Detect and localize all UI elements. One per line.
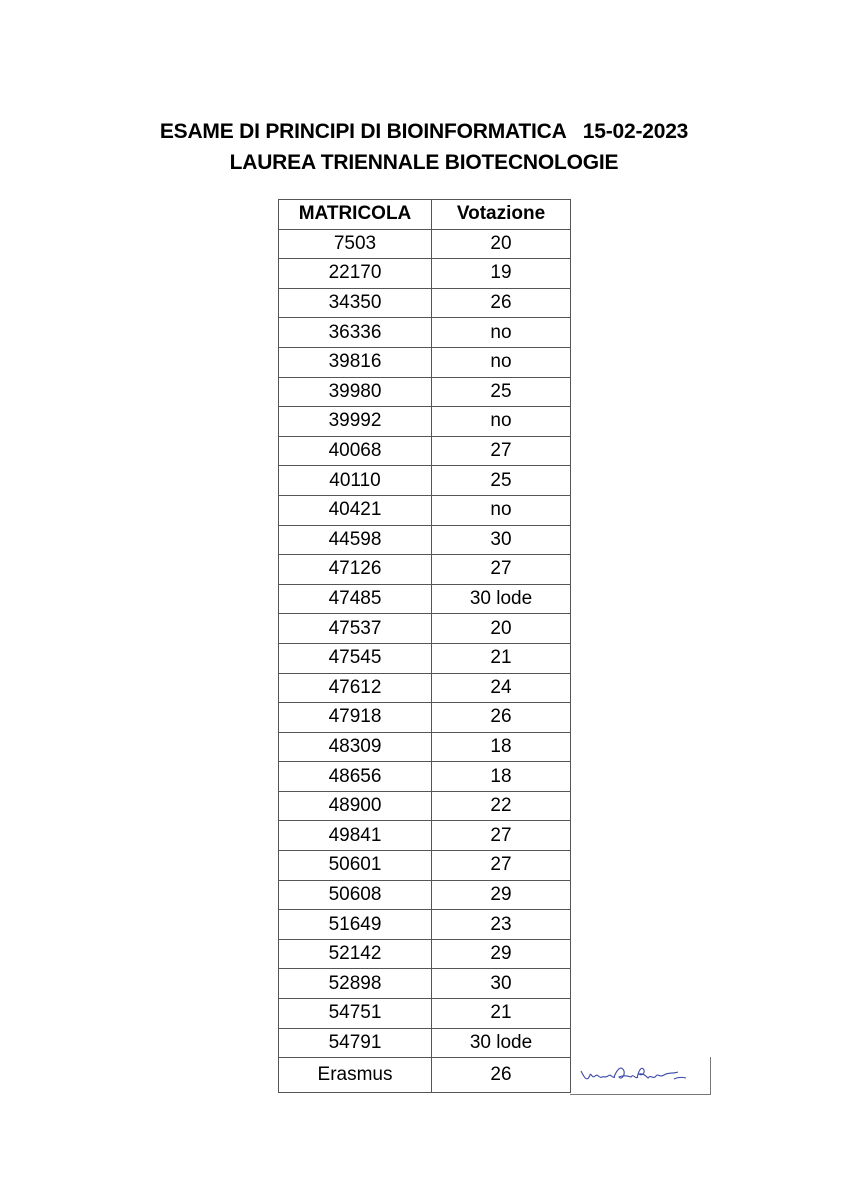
cell-votazione: 18	[432, 732, 571, 762]
cell-votazione: 21	[432, 999, 571, 1029]
cell-votazione: 27	[432, 436, 571, 466]
cell-matricola: 47545	[279, 643, 432, 673]
table-header-row	[279, 200, 571, 230]
cell-votazione: 24	[432, 673, 571, 703]
table-row	[279, 821, 571, 851]
cell-matricola: 39980	[279, 377, 432, 407]
cell-matricola: 47537	[279, 614, 432, 644]
table-row	[279, 259, 571, 289]
table-row	[279, 377, 571, 407]
cell-matricola: 40110	[279, 466, 432, 496]
table-row	[279, 703, 571, 733]
cell-votazione: 18	[432, 762, 571, 792]
cell-matricola: 47485	[279, 584, 432, 614]
cell-matricola: 39992	[279, 407, 432, 437]
cell-votazione: 26	[432, 703, 571, 733]
cell-votazione: 20	[432, 229, 571, 259]
cell-votazione: 27	[432, 851, 571, 881]
cell-matricola: 52898	[279, 969, 432, 999]
header-votazione: Votazione	[432, 200, 571, 230]
cell-matricola: 40421	[279, 495, 432, 525]
cell-votazione: 20	[432, 614, 571, 644]
table-row	[279, 969, 571, 999]
cell-votazione: no	[432, 407, 571, 437]
cell-votazione: 27	[432, 821, 571, 851]
table-row	[279, 732, 571, 762]
table-row	[279, 495, 571, 525]
table-row	[279, 1058, 571, 1093]
cell-matricola: 48900	[279, 791, 432, 821]
table-row	[279, 999, 571, 1029]
cell-votazione: 25	[432, 466, 571, 496]
table-row	[279, 347, 571, 377]
table-row	[279, 288, 571, 318]
cell-matricola: 51649	[279, 910, 432, 940]
cell-matricola: 48656	[279, 762, 432, 792]
table-row	[279, 555, 571, 585]
cell-votazione: 25	[432, 377, 571, 407]
cell-votazione: 26	[432, 1058, 571, 1093]
grades-table	[278, 199, 571, 1093]
table-row	[279, 466, 571, 496]
cell-votazione: no	[432, 318, 571, 348]
cell-matricola: 40068	[279, 436, 432, 466]
cell-votazione: 30	[432, 969, 571, 999]
cell-matricola: 36336	[279, 318, 432, 348]
table-row	[279, 614, 571, 644]
cell-matricola: 48309	[279, 732, 432, 762]
document-title: ESAME DI PRINCIPI DI BIOINFORMATICA 15-02-2023	[159, 120, 689, 143]
cell-matricola: 44598	[279, 525, 432, 555]
table-row	[279, 643, 571, 673]
cell-matricola: 54751	[279, 999, 432, 1029]
cell-votazione: 19	[432, 259, 571, 289]
cell-votazione: 27	[432, 555, 571, 585]
cell-matricola: 7503	[279, 229, 432, 259]
table-row	[279, 673, 571, 703]
table-row	[279, 791, 571, 821]
cell-matricola: 47918	[279, 703, 432, 733]
table-row	[279, 407, 571, 437]
signature-box	[570, 1057, 711, 1095]
table-row	[279, 525, 571, 555]
table-row	[279, 229, 571, 259]
table-row	[279, 584, 571, 614]
table-row	[279, 910, 571, 940]
cell-votazione: 26	[432, 288, 571, 318]
document-subtitle: LAUREA TRIENNALE BIOTECNOLOGIE	[229, 151, 619, 174]
cell-matricola: 50601	[279, 851, 432, 881]
cell-matricola: 39816	[279, 347, 432, 377]
cell-votazione: 30	[432, 525, 571, 555]
table-row	[279, 851, 571, 881]
cell-matricola: 34350	[279, 288, 432, 318]
cell-matricola: 52142	[279, 939, 432, 969]
cell-votazione: 21	[432, 643, 571, 673]
cell-matricola: 49841	[279, 821, 432, 851]
table-row	[279, 880, 571, 910]
cell-matricola: 22170	[279, 259, 432, 289]
table-row	[279, 762, 571, 792]
cell-matricola: 54791	[279, 1028, 432, 1058]
table-body	[279, 229, 571, 1093]
cell-votazione: 29	[432, 880, 571, 910]
header-matricola: MATRICOLA	[279, 200, 432, 230]
table-row	[279, 318, 571, 348]
cell-matricola: 47126	[279, 555, 432, 585]
cell-matricola: 47612	[279, 673, 432, 703]
cell-votazione: 29	[432, 939, 571, 969]
table-row	[279, 436, 571, 466]
cell-matricola: 50608	[279, 880, 432, 910]
cell-votazione: 22	[432, 791, 571, 821]
cell-matricola: Erasmus	[279, 1058, 432, 1093]
cell-votazione: no	[432, 347, 571, 377]
table-row	[279, 1028, 571, 1058]
cell-votazione: 23	[432, 910, 571, 940]
signature-icon	[578, 1061, 698, 1089]
table-row	[279, 939, 571, 969]
cell-votazione: 30 lode	[432, 1028, 571, 1058]
cell-votazione: 30 lode	[432, 584, 571, 614]
cell-votazione: no	[432, 495, 571, 525]
